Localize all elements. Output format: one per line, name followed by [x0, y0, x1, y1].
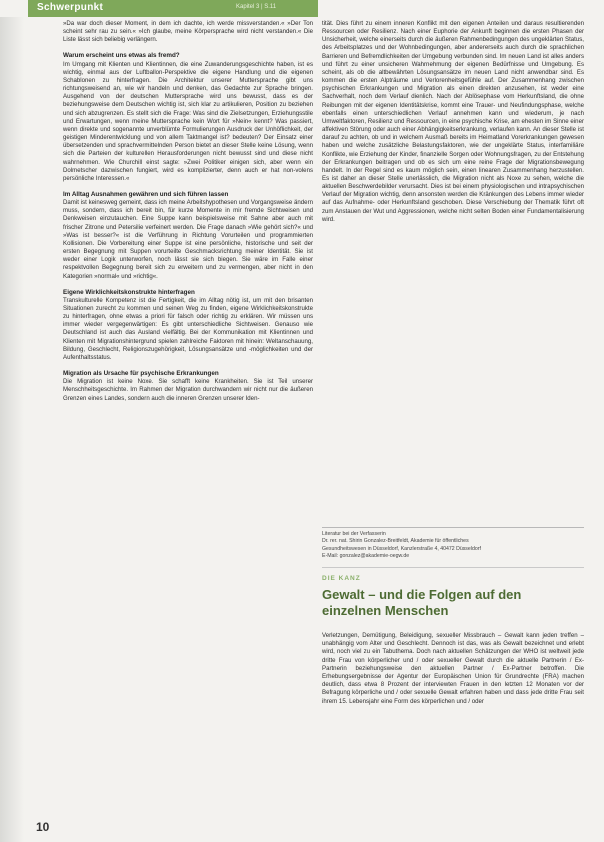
- box-paragraph: Verletzungen, Demütigung, Beleidigung, sexueller Missbrauch – Gewalt kann jeden treffen – unabhängig vom Alter und Geschlecht. Dennoch ist das, was als Gewalt bezeichnet und erlebt wird, noch viel zu ein Tabuthema. Doch nach aktuellen Schätzungen der WHO ist weltweit jede dritte Frau von körperlicher und / oder sexueller Gewalt durch die aktuelle Partnerin / Ex-Partnerin beziehungsweise den aktuellen Partner / Ex-Partner betroffen. Die Erhebungsergebnisse der Agentur der Europäischen Union für Grundrechte (FRA) machen deutlich, dass etwa 8 Prozent der interviewten Frauen in den letzten 12 Monaten vor der Befragung körperliche und / oder sexuelle Gewalt erfahren haben und dass jede dritte Frau seit ihrem 15. Lebensjahr eine Form des körperlichen und / oder: [322, 632, 584, 705]
- subheading: Im Alltag Ausnahmen gewähren und sich führen lassen: [63, 190, 229, 198]
- body-paragraph: tität. Dies führt zu einem inneren Konflikt mit den eigenen Anteilen und daraus resultierenden Ressourcen oder Resilienz. Nach einer Euphorie der Ankunft beginnen die ersten Phasen der Unsicherheit, welche einerseits durch die äußeren Rahmenbedingungen des ungeklärten Status, des Arbeitsplatzes und der Wohnbedingungen, aber andererseits auch durch die sprachlichen Barrieren und Befremdlichkeiten der Umgebung verbunden sind. Im neuen Land ist alles anders und führt zu einer unsicheren Wahrnehmung der eigenen Bedürfnisse und Umgebung. Es scheint, als ob die altbewährten Lösungsansätze im neuen Land nicht anwendbar sind. Es kommen die ersten Alpträume und Verlorenheitsgefühle auf. Der Zusammenhang zwischen psychischen Erkrankungen und Migration als einen direkten anzusehen, ist weder eine Sachverhalt, noch dem Verlauf dienlich. Nach der Ablösephase vom Herkunftsland, die ohne Reibungen mit der eigenen Identitätskrise, kommt eine Trauer- und Neufindungsphase, welche ebenfalls einen unterschiedlichen Verlauf annehmen kann und wiederum, je nach Umweltfaktoren, Resilienz und Ressourcen, in eine psychische Krise, am ehesten im Sinne einer affektiven Störung oder auch einer Abhängigkeitserkrankung, verlaufen kann. An dieser Stelle ist darauf zu achten, ob und in welchem Ausmaß bereits im Heimatland Vorerkrankungen gewesen haben und welche zusätzliche Belastungsfaktoren, wie der ungeklärte Status, interfamiliäre Konflikte, wie Erziehung der Kinder, finanzielle Sorgen oder Wohnungsfragen, zu der Entstehung der Erkrankungen beitragen und ob es sich um eine reine Frage der Migrationsbewegung handelt. In der Regel sind es kaum möglich sein, einen linearen Zusammenhang herzustellen. Es ist daher an dieser Stelle unerlässlich, die Migration nicht als Noxe zu sehen, welche die aktuellen Beschwerdebilder verursacht. Dies ist bei einem physiologischen und intrapsychischen Verlauf der Migration wichtig, denn ansonsten werden die Kränkungen des Lebens immer wieder auf das Aufnahme- oder Herkunftsland geschoben. Diese Verschiebung der Thematik führt oft zum Anstauen der Wut und Aggressionen, welche nicht selten Boden einer Fundamentalisierung wird.: [322, 20, 584, 223]
- body-paragraph: Die Migration ist keine Noxe. Sie schafft keine Krankheiten. Sie ist Teil unserer Menschheitsgeschichte. Im Rahmen der Migration durchwandern wir nicht nur die äußeren Grenzen eines Landes, sondern auch die inneren Grenzen unserer Iden-: [63, 378, 313, 402]
- section-header: [0, 0, 604, 17]
- section-title: Schwerpunkt: [37, 2, 104, 13]
- section-reference: Kapitel 3 | S.11: [236, 4, 277, 10]
- page-number: 10: [36, 820, 50, 834]
- footnote-line: Gesundheitswesen in Düsseldorf, Kanzlerstraße 4, 40472 Düsseldorf: [322, 545, 481, 552]
- box-body: [322, 632, 584, 706]
- subheading: Eigene Wirklichkeitskonstrukte hinterfragen: [63, 288, 195, 296]
- footnote-line: Literatur bei der Verfasserin: [322, 531, 386, 537]
- author-footnote: [322, 527, 584, 560]
- page-gutter-shadow: [0, 17, 24, 842]
- body-paragraph: Transkulturelle Kompetenz ist die Fertigkeit, die im Alltag nötig ist, um mit den brisanten Situationen zurecht zu kommen und seinen Weg zu finden, eigene Wirklichkeitskonstrukte zu hinterfragen, ohne etwas a priori für falsch oder richtig zu erklären. Wir müssen uns immer wieder vergegenwärtigen: Es gibt unterschiedliche Sichtweisen. Genauso wie Deutschland ist auch das Ausland vielfältig. Bei der Kommunikation mit Klientinnen und Klienten mit Migrationshintergrund spielen zahlreiche Faktoren mit hinein: Weltanschauung, Bildung, Geschlecht, Religionszugehörigkeit, Lösungsansätze und -möglichkeiten und der Aufenthaltsstatus.: [63, 296, 313, 361]
- body-paragraph: »Da war doch dieser Moment, in dem ich dachte, ich werde missverstanden.« »Der Ton scheint sehr rau zu sein.« »Ich glaube, meine Körpersprache wird nicht verstanden.« Die Liste lässt sich beliebig verlängern.: [63, 20, 313, 44]
- box-divider: [322, 567, 584, 568]
- subheading: Migration als Ursache für psychische Erkrankungen: [63, 370, 219, 378]
- box-kicker: DIE KANZ: [322, 575, 361, 582]
- footnote-line: Dr. rer. nat. Shirin Gonzalez-Breitfeldt, Akademie für öffentliches: [322, 538, 469, 545]
- right-text-column: [322, 20, 584, 230]
- body-paragraph: Im Umgang mit Klienten und Klientinnen, die eine Zuwanderungsgeschichte haben, ist es wichtig, einmal aus der Luftballon-Perspektive die eigene Handlung und die eigenen Schablonen zu hinterfragen. Die Architektur unserer Muttersprache gibt uns richtungsweisend an, wie wir handeln und denken, das Gedachte zur Sprache bringen. Ausgehend von der deutschen Muttersprache wird uns bewusst, dass es der beziehungsweise dem Deutschen wichtig ist, sich klar zu artikulieren, Position zu beziehen und sich abzugrenzen. Es stellt sich die Frage: Was sind die Zielsetzungen, Erziehungsstile und Erwartungen, wenn meine Muttersprache kein Wort für »Nein« kennt? Was passiert, wenn direkte und sogenannte unverblümte Formulierungen Ausdruck der Unhöflichkeit, der geistigen Minderentwicklung und von allem Taktmangel ist? bedeuten? Der Einsatz einer übersetzenden und sprachvermittelnden Person bietet an dieser Stelle keine Lösung, wenn sich die Parteien der kulturellen Herausforderungen nicht bewusst sind und diese nicht wahrnehmen. Wie Churchill einst sagte: »Zwei Politiker einigen sich, aber wenn ein Dolmetscher dazwischen fungiert, wird es komplizierter, denn auch er hat non-volens persönliche Interessen.«: [63, 60, 313, 182]
- subheading: Warum erscheint uns etwas als fremd?: [63, 52, 180, 60]
- box-headline: Gewalt – und die Folgen auf den einzelnen Menschen: [322, 587, 522, 618]
- body-paragraph: Damit ist keinesweg gemeint, dass ich meine Arbeitshypothesen und Vorgangsweise ändern muss, sondern, dass ich bereit bin, für kurze Momente in mir fremde Sichtweisen und Denkweisen einzutauchen. Eine Suppe kann beispielsweise mit Sahne aber auch mit frischer Zitrone und Petersilie verfeinert werden. Die Frage danach »Wie gehört sich?« und »Was ist besser?« ist die Verführung in Richtung Vorurteilen und programmierten Kollisionen. Die Vorbereitung einer Suppe ist eine persönliche, historische und seit der ersten Begegnung mit Suppen vorurteilte Geschmacksrichtung meiner Identität. Sie ist weder einer Logik unterworfen, noch lässt sie sich biegen. Sie wäre im Falle einer respektvollen Begegnung bereit sich zu erweitern und zu vermengen, aber nicht in den Kategorien »normal« und »richtig«.: [63, 199, 313, 280]
- left-text-column: [63, 20, 313, 409]
- footnote-line: E-Mail: gonzalez@akademie-oegw.de: [322, 552, 410, 559]
